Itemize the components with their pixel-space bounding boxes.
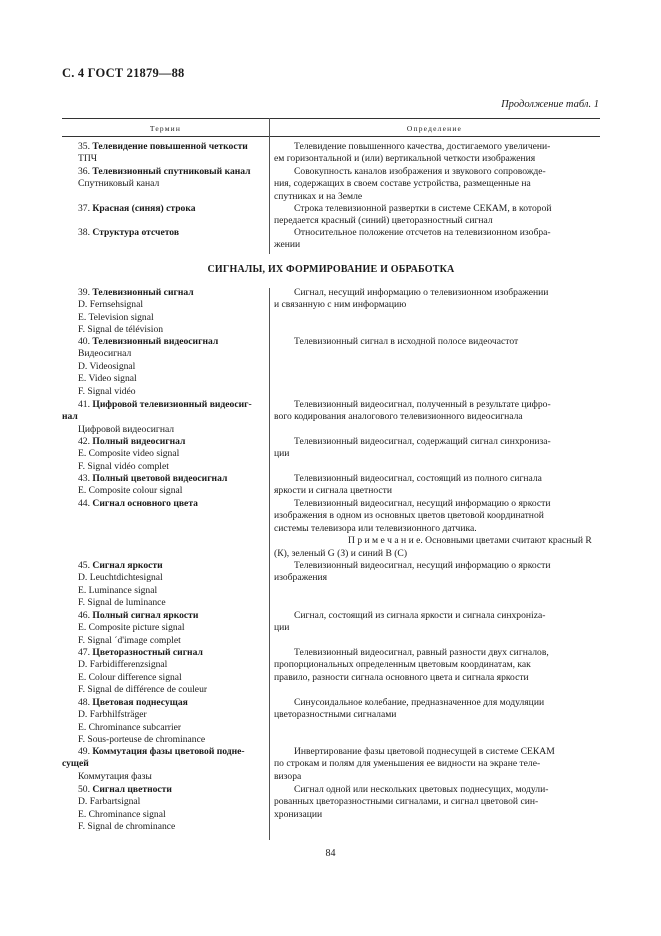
term-cell bbox=[62, 287, 264, 337]
term-name-text: Телевизионный сигнал bbox=[92, 287, 194, 298]
term-synonym: E. Composite colour signal bbox=[78, 485, 183, 497]
definition-line: Сигнал, состоящий из сигнала яркости и сигнала синхронiza- bbox=[294, 610, 546, 621]
definition-line: хронизации bbox=[274, 808, 323, 820]
definition-line: Относительное положение отсчетов на телевизионном изобра- bbox=[294, 227, 551, 238]
definition-cell bbox=[274, 746, 600, 783]
term-synonym: ТПЧ bbox=[78, 153, 98, 165]
definition-line: визора bbox=[274, 770, 302, 782]
term-synonym: E. Television signal bbox=[78, 311, 154, 323]
definition-cell bbox=[274, 436, 600, 461]
definition-line: Совокупность каналов изображения и звукового сопровожде- bbox=[294, 166, 546, 177]
term-number: 46. bbox=[78, 610, 93, 621]
definition-line: передается красный (синий) цветоразностный сигнал bbox=[274, 215, 493, 227]
definition-note: (К), зеленый G (З) и синий В (С) bbox=[274, 547, 408, 559]
term-name-text: Сигнал яркости bbox=[92, 560, 163, 571]
term-number: 50. bbox=[78, 784, 93, 795]
term-name bbox=[62, 141, 264, 153]
definition-cell bbox=[274, 610, 600, 635]
term-synonym: E. Chrominance signal bbox=[78, 808, 166, 820]
term-number: 43. bbox=[78, 473, 93, 484]
definition-line: пропорциональных определенным цветовым координатам, как bbox=[274, 659, 531, 671]
term-number: 41. bbox=[78, 399, 93, 410]
term-number: 40. bbox=[78, 336, 93, 347]
term-synonym: E. Composite video signal bbox=[78, 448, 180, 460]
definition-line: вого кодирования аналогового телевизионного видеосигнала bbox=[274, 411, 523, 423]
term-name bbox=[62, 647, 264, 659]
term-name bbox=[62, 610, 264, 622]
definition-cell bbox=[274, 560, 600, 585]
term-synonym: Видеосигнал bbox=[78, 348, 132, 360]
term-name bbox=[62, 784, 264, 796]
definition-cell bbox=[274, 141, 600, 166]
definition-line: изображения в одном из основных цветов цветовой координатной bbox=[274, 510, 544, 522]
term-name bbox=[62, 560, 264, 572]
column-divider-top bbox=[269, 136, 270, 254]
term-synonym: E. Colour difference signal bbox=[78, 671, 182, 683]
term-number: 45. bbox=[78, 560, 93, 571]
term-cell bbox=[62, 166, 264, 191]
term-cell bbox=[62, 141, 264, 166]
term-name bbox=[62, 498, 264, 510]
definition-cell bbox=[274, 473, 600, 498]
table-header-rule bbox=[62, 136, 600, 137]
term-synonym: D. Leuchtdichtesignal bbox=[78, 572, 163, 584]
definition-cell bbox=[274, 647, 600, 684]
term-name-text: Структура отсчетов bbox=[92, 227, 180, 238]
term-cell bbox=[62, 560, 264, 610]
definition-line: и связанную с ним информацию bbox=[274, 299, 407, 311]
definition-line: Телевизионный видеосигнал, несущий информацию о яркости bbox=[294, 560, 551, 571]
term-name-text: Полный сигнал яркости bbox=[92, 610, 199, 621]
document-header: С. 4 ГОСТ 21879—88 bbox=[62, 66, 185, 80]
term-number: 38. bbox=[78, 227, 93, 238]
term-name-text: Телевизионный спутниковый канал bbox=[92, 166, 251, 177]
definition-line: Телевизионный видеосигнал, равный разности двух сигналов, bbox=[294, 647, 549, 658]
term-name-text: Красная (синяя) строка bbox=[92, 203, 196, 214]
term-cell bbox=[62, 498, 264, 510]
term-synonym: Коммутация фазы bbox=[78, 770, 152, 782]
term-synonym: E. Video signal bbox=[78, 373, 137, 385]
definition-cell bbox=[274, 784, 600, 821]
term-name-text: Сигнал основного цвета bbox=[92, 498, 198, 509]
definition-line: Телевизионный видеосигнал, содержащий сигнал синхрониза- bbox=[294, 436, 551, 447]
term-name-text: Сигнал цветности bbox=[92, 784, 172, 795]
term-synonym: F. Signal de différence de couleur bbox=[78, 684, 208, 696]
definition-line: рованных цветоразностными сигналами, и сигнал цветовой син- bbox=[274, 796, 539, 808]
table-top-rule bbox=[62, 118, 600, 119]
term-name bbox=[62, 473, 264, 485]
term-name bbox=[62, 411, 264, 423]
term-synonym: Спутниковый канал bbox=[78, 178, 160, 190]
term-cell bbox=[62, 697, 264, 747]
term-number: 42. bbox=[78, 436, 93, 447]
term-synonym: F. Signal ´d'image complet bbox=[78, 634, 181, 646]
term-number: 35. bbox=[78, 141, 93, 152]
term-synonym: E. Luminance signal bbox=[78, 584, 158, 596]
term-cell bbox=[62, 647, 264, 697]
term-synonym: E. Chrominance subcarrier bbox=[78, 721, 182, 733]
term-cell bbox=[62, 203, 264, 215]
column-divider-bottom bbox=[269, 288, 270, 840]
term-synonym: F. Signal de luminance bbox=[78, 597, 166, 609]
definition-line: ем горизонтальной и (или) вертикальной четкости изображения bbox=[274, 153, 536, 165]
column-header-term: Термин bbox=[149, 124, 182, 133]
column-header-definition: Определение bbox=[406, 124, 463, 133]
term-name bbox=[62, 166, 264, 178]
definition-line: жении bbox=[274, 239, 301, 251]
term-number: 37. bbox=[78, 203, 93, 214]
table-continued-label: Продолжение табл. 1 bbox=[501, 99, 599, 110]
term-cell bbox=[62, 436, 264, 473]
definition-line: Сигнал одной или нескольких цветовых поднесущих, модули- bbox=[294, 784, 549, 795]
term-number: 36. bbox=[78, 166, 93, 177]
term-name-text: Телевидение повышенной четкости bbox=[92, 141, 248, 152]
term-cell bbox=[62, 227, 264, 239]
term-number: 39. bbox=[78, 287, 93, 298]
term-synonym: F. Signal de chrominance bbox=[78, 821, 176, 833]
term-name-text: Полный видеосигнал bbox=[92, 436, 186, 447]
term-number: 48. bbox=[78, 697, 93, 708]
term-cell bbox=[62, 784, 264, 834]
term-synonym: F. Signal vidéo complet bbox=[78, 460, 169, 472]
definition-line: системы телевизора или телевизионного датчика. bbox=[274, 522, 477, 534]
term-name-text: нал bbox=[62, 411, 78, 423]
definition-cell bbox=[274, 166, 600, 203]
term-cell bbox=[62, 473, 264, 498]
term-synonym: E. Composite picture signal bbox=[78, 622, 185, 634]
definition-line: Телевидение повышенного качества, достигаемого увеличени- bbox=[294, 141, 551, 152]
term-synonym: D. Farbhilfsträger bbox=[78, 709, 147, 721]
definition-line: Телевизионный видеосигнал, полученный в результате цифро- bbox=[294, 399, 551, 410]
definition-cell bbox=[274, 399, 600, 424]
term-name-text: Коммутация фазы цветовой подне- bbox=[92, 746, 245, 757]
header-column-divider bbox=[269, 118, 270, 136]
definition-line: цветоразностными сигналами bbox=[274, 709, 397, 721]
definition-line: правило, разности сигнала основного цвета и сигнала яркости bbox=[274, 671, 529, 683]
definition-line: ции bbox=[274, 622, 290, 634]
definition-line: Сигнал, несущий информацию о телевизионном изображении bbox=[294, 287, 549, 298]
page-number: 84 bbox=[325, 848, 336, 859]
term-name bbox=[62, 697, 264, 709]
term-name-text: Полный цветовой видеосигнал bbox=[92, 473, 228, 484]
term-number: 47. bbox=[78, 647, 93, 658]
term-name bbox=[62, 758, 264, 770]
term-name bbox=[62, 336, 264, 348]
definition-line: спутниках и на Земле bbox=[274, 190, 363, 202]
definition-line: Строка телевизионной развертки в системе СЕКАМ, в которой bbox=[294, 203, 552, 214]
term-number: 44. bbox=[78, 498, 93, 509]
term-synonym: Цифровой видеосигнал bbox=[78, 423, 175, 435]
definition-cell bbox=[274, 336, 600, 348]
term-name bbox=[62, 227, 264, 239]
term-name-text: Цифровой телевизионный видеосиг- bbox=[92, 399, 252, 410]
definition-note: П р и м е ч а н и е. Основными цветами считают красный R bbox=[348, 535, 592, 547]
definition-line: изображения bbox=[274, 572, 328, 584]
term-name-text: Цветовая поднесущая bbox=[92, 697, 188, 708]
section-title: СИГНАЛЫ, ИХ ФОРМИРОВАНИЕ И ОБРАБОТКА bbox=[207, 264, 455, 275]
definition-cell bbox=[274, 203, 600, 228]
term-name-text: Телевизионный видеосигнал bbox=[92, 336, 219, 347]
definition-cell bbox=[274, 287, 600, 312]
definition-cell bbox=[274, 697, 600, 722]
definition-line: яркости и сигнала цветности bbox=[274, 485, 392, 497]
term-cell bbox=[62, 399, 264, 436]
term-cell bbox=[62, 610, 264, 647]
term-synonym: D. Farbartsignal bbox=[78, 796, 141, 808]
definition-line: Инвертирование фазы цветовой поднесущей в системе СЕКАМ bbox=[294, 746, 555, 757]
term-name-text: сущей bbox=[62, 758, 89, 770]
definition-line: Синусоидальное колебание, предназначенное для модуляции bbox=[294, 697, 545, 708]
term-synonym: F. Sous-porteuse de chrominance bbox=[78, 734, 206, 746]
definition-line: по строкам и полям для уменьшения ее видности на экране теле- bbox=[274, 758, 541, 770]
term-synonym: D. Fernsehsignal bbox=[78, 299, 144, 311]
term-synonym: D. Farbidifferenzsignal bbox=[78, 659, 168, 671]
term-synonym: F. Signal de télévision bbox=[78, 324, 164, 336]
definition-cell bbox=[274, 227, 600, 252]
definition-line: ции bbox=[274, 448, 290, 460]
term-number: 49. bbox=[78, 746, 93, 757]
definition-cell bbox=[274, 498, 600, 560]
term-name bbox=[62, 746, 264, 758]
term-name-text: Цветоразностный сигнал bbox=[92, 647, 203, 658]
term-synonym: F. Signal vidéo bbox=[78, 385, 136, 397]
definition-line: ния, содержащих в своем составе устройства, размещенные на bbox=[274, 178, 531, 190]
term-cell bbox=[62, 746, 264, 783]
definition-line: Телевизионный видеосигнал, состоящий из полного сигнала bbox=[294, 473, 542, 484]
term-name bbox=[62, 203, 264, 215]
definition-line: Телевизионный видеосигнал, несущий информацию о яркости bbox=[294, 498, 551, 509]
term-name bbox=[62, 436, 264, 448]
term-cell bbox=[62, 336, 264, 398]
definition-line: Телевизионный сигнал в исходной полосе видеочастот bbox=[294, 336, 519, 347]
term-synonym: D. Videosignal bbox=[78, 360, 136, 372]
term-name bbox=[62, 399, 264, 411]
term-name bbox=[62, 287, 264, 299]
